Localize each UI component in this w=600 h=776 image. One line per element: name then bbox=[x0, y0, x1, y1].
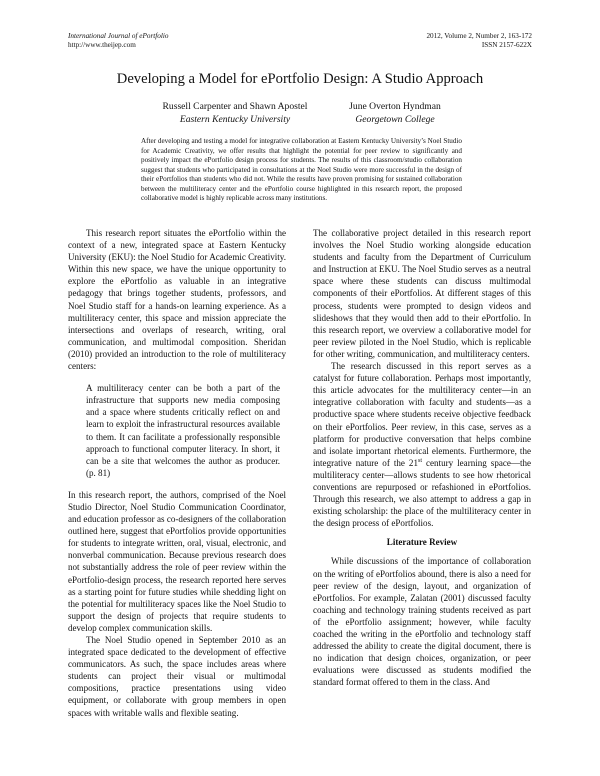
body-paragraph: In this research report, the authors, comprised of the Noel Studio Director, Noel Studio Communication Coordinator, and education professor as co-designers of the collaboration outlined here, suggest that ePortfolios provide opportunities for students to integrate written, oral, visual, electronic, and nonverbal communication. Because previous research does not substantially address the role of peer review within the ePortfolio-design process, the research reported here serves as a starting point for future studies while shedding light on the potential for multiliteracy spaces like the Noel Studio to support the design of projects that require students to develop complex communication skills. bbox=[68, 489, 286, 633]
body-paragraph bbox=[313, 360, 531, 529]
left-column bbox=[68, 227, 286, 719]
running-header-left bbox=[68, 32, 168, 50]
author-names: Russell Carpenter and Shawn Apostel bbox=[162, 101, 308, 112]
citation: 2012, Volume 2, Number 2, 163-172 bbox=[426, 32, 532, 40]
paragraph-text: century learning space—the multiliteracy center—allows students to see how rhetorical conventions are repurposed or refashioned in ePortfolios. Through this research, we also attempt to address a gap in existing scholarship: the place of the multiliteracy center in the design process of ePortfolios. bbox=[313, 457, 531, 529]
author-affiliation: Eastern Kentucky University bbox=[179, 114, 291, 125]
body-paragraph: This research report situates the ePortfolio within the context of a new, integrated space at Eastern Kentucky University (EKU): the Noel Studio for Academic Creativity. Within this new space, we have the unique opportunity to explore the ePortfolio as valuable in an integrative pedagogy that brings together students, professors, and Noel Studio staff for a hands-on learning experience. As a multiliteracy center, this space and mission appreciate the intersections and overlaps of research, writing, oral communication, and multimodal composition. Sheridan (2010) provided an introduction to the role of multiliteracy centers: bbox=[68, 228, 286, 372]
journal-name: International Journal of ePortfolio bbox=[68, 32, 169, 40]
body-paragraph: While discussions of the importance of collaboration on the writing of ePortfolios abound, there is also a need for peer review of the design, layout, and organization of ePortfolios. For example, Zalatan (2001) discussed faculty coaching and technology training students received as part of the ePortfolio assignment; however, while faculty coached the writing in the ePortfolio and technology staff addressed the ability to create the digital document, there is no indication that design choices, organization, or peer evaluations were discussed as students modified the standard format offered to them in the class. And bbox=[313, 556, 531, 688]
author-block-2 bbox=[325, 100, 465, 126]
body-paragraph: The collaborative project detailed in this research report involves the Noel Studio working alongside education students and faculty from the Department of Curriculum and Instruction at EKU. The Noel Studio serves as a neutral space where these students can discuss multimodal components of their ePortfolios. At different stages of this process, students were prompted to design videos and slideshows that they would then add to their ePortfolio. In this research report, we overview a collaborative model for peer review piloted in the Noel Studio, which is replicable for other writing, communication, and multiliteracy centers. bbox=[313, 228, 531, 359]
section-heading: Literature Review bbox=[386, 537, 458, 548]
author-affiliation: Georgetown College bbox=[355, 114, 435, 125]
superscript: st bbox=[417, 457, 422, 464]
block-quote: A multiliteracy center can be both a part of the infrastructure that supports new media composing and a space where students critically reflect on and learn to exploit the infrastructural resources available to them. It can facilitate a professionally responsible approach to functional computer literacy. In short, it can be a site that welcomes the author as producer. (p. 81) bbox=[86, 383, 280, 478]
journal-url: http://www.theijep.com bbox=[68, 41, 136, 49]
body-paragraph: The Noel Studio opened in September 2010 as an integrated space dedicated to the development of effective communicators. As such, the space includes areas where students can project their visual or multimodal compositions, practice presentations using video equipment, or collaborate with group members in open spaces with writable walls and flexible seating. bbox=[68, 635, 286, 718]
issn: ISSN 2157-622X bbox=[481, 41, 532, 49]
abstract: After developing and testing a model for integrative collaboration at Eastern Kentucky University’s Noel Studio for Academic Creativity, we offer results that highlight the potential for peer review to significantly and positively impact the ePortfolio design process for students. The results of this classroom/studio collaboration suggest that students who participated in consultations at the Noel Studio were more successful in the design of their ePortfolios than students who did not. While the results have proven promising for sustained collaboration between the multiliteracy center and the ePortfolio course highlighted in this research report, the proposed collaborative model is highly replicable across many institutions. bbox=[141, 137, 462, 202]
author-block-1 bbox=[145, 100, 325, 126]
right-column bbox=[313, 227, 531, 688]
author-names: June Overton Hyndman bbox=[349, 101, 441, 112]
running-header-right bbox=[426, 32, 532, 50]
paragraph-text: The research discussed in this report serves as a catalyst for future collaboration. Perhaps most importantly, this article advocates for the multiliteracy center—in an integrative collaboration with faculty and students—as a productive space where students receive objective feedback on their ePortfolios. Peer review, in this case, serves as a platform for productive conversation that helps combine and isolate important rhetorical elements. Furthermore, the integrative nature of the 21 bbox=[313, 361, 531, 468]
paper-title: Developing a Model for ePortfolio Design: A Studio Approach bbox=[116, 71, 484, 87]
